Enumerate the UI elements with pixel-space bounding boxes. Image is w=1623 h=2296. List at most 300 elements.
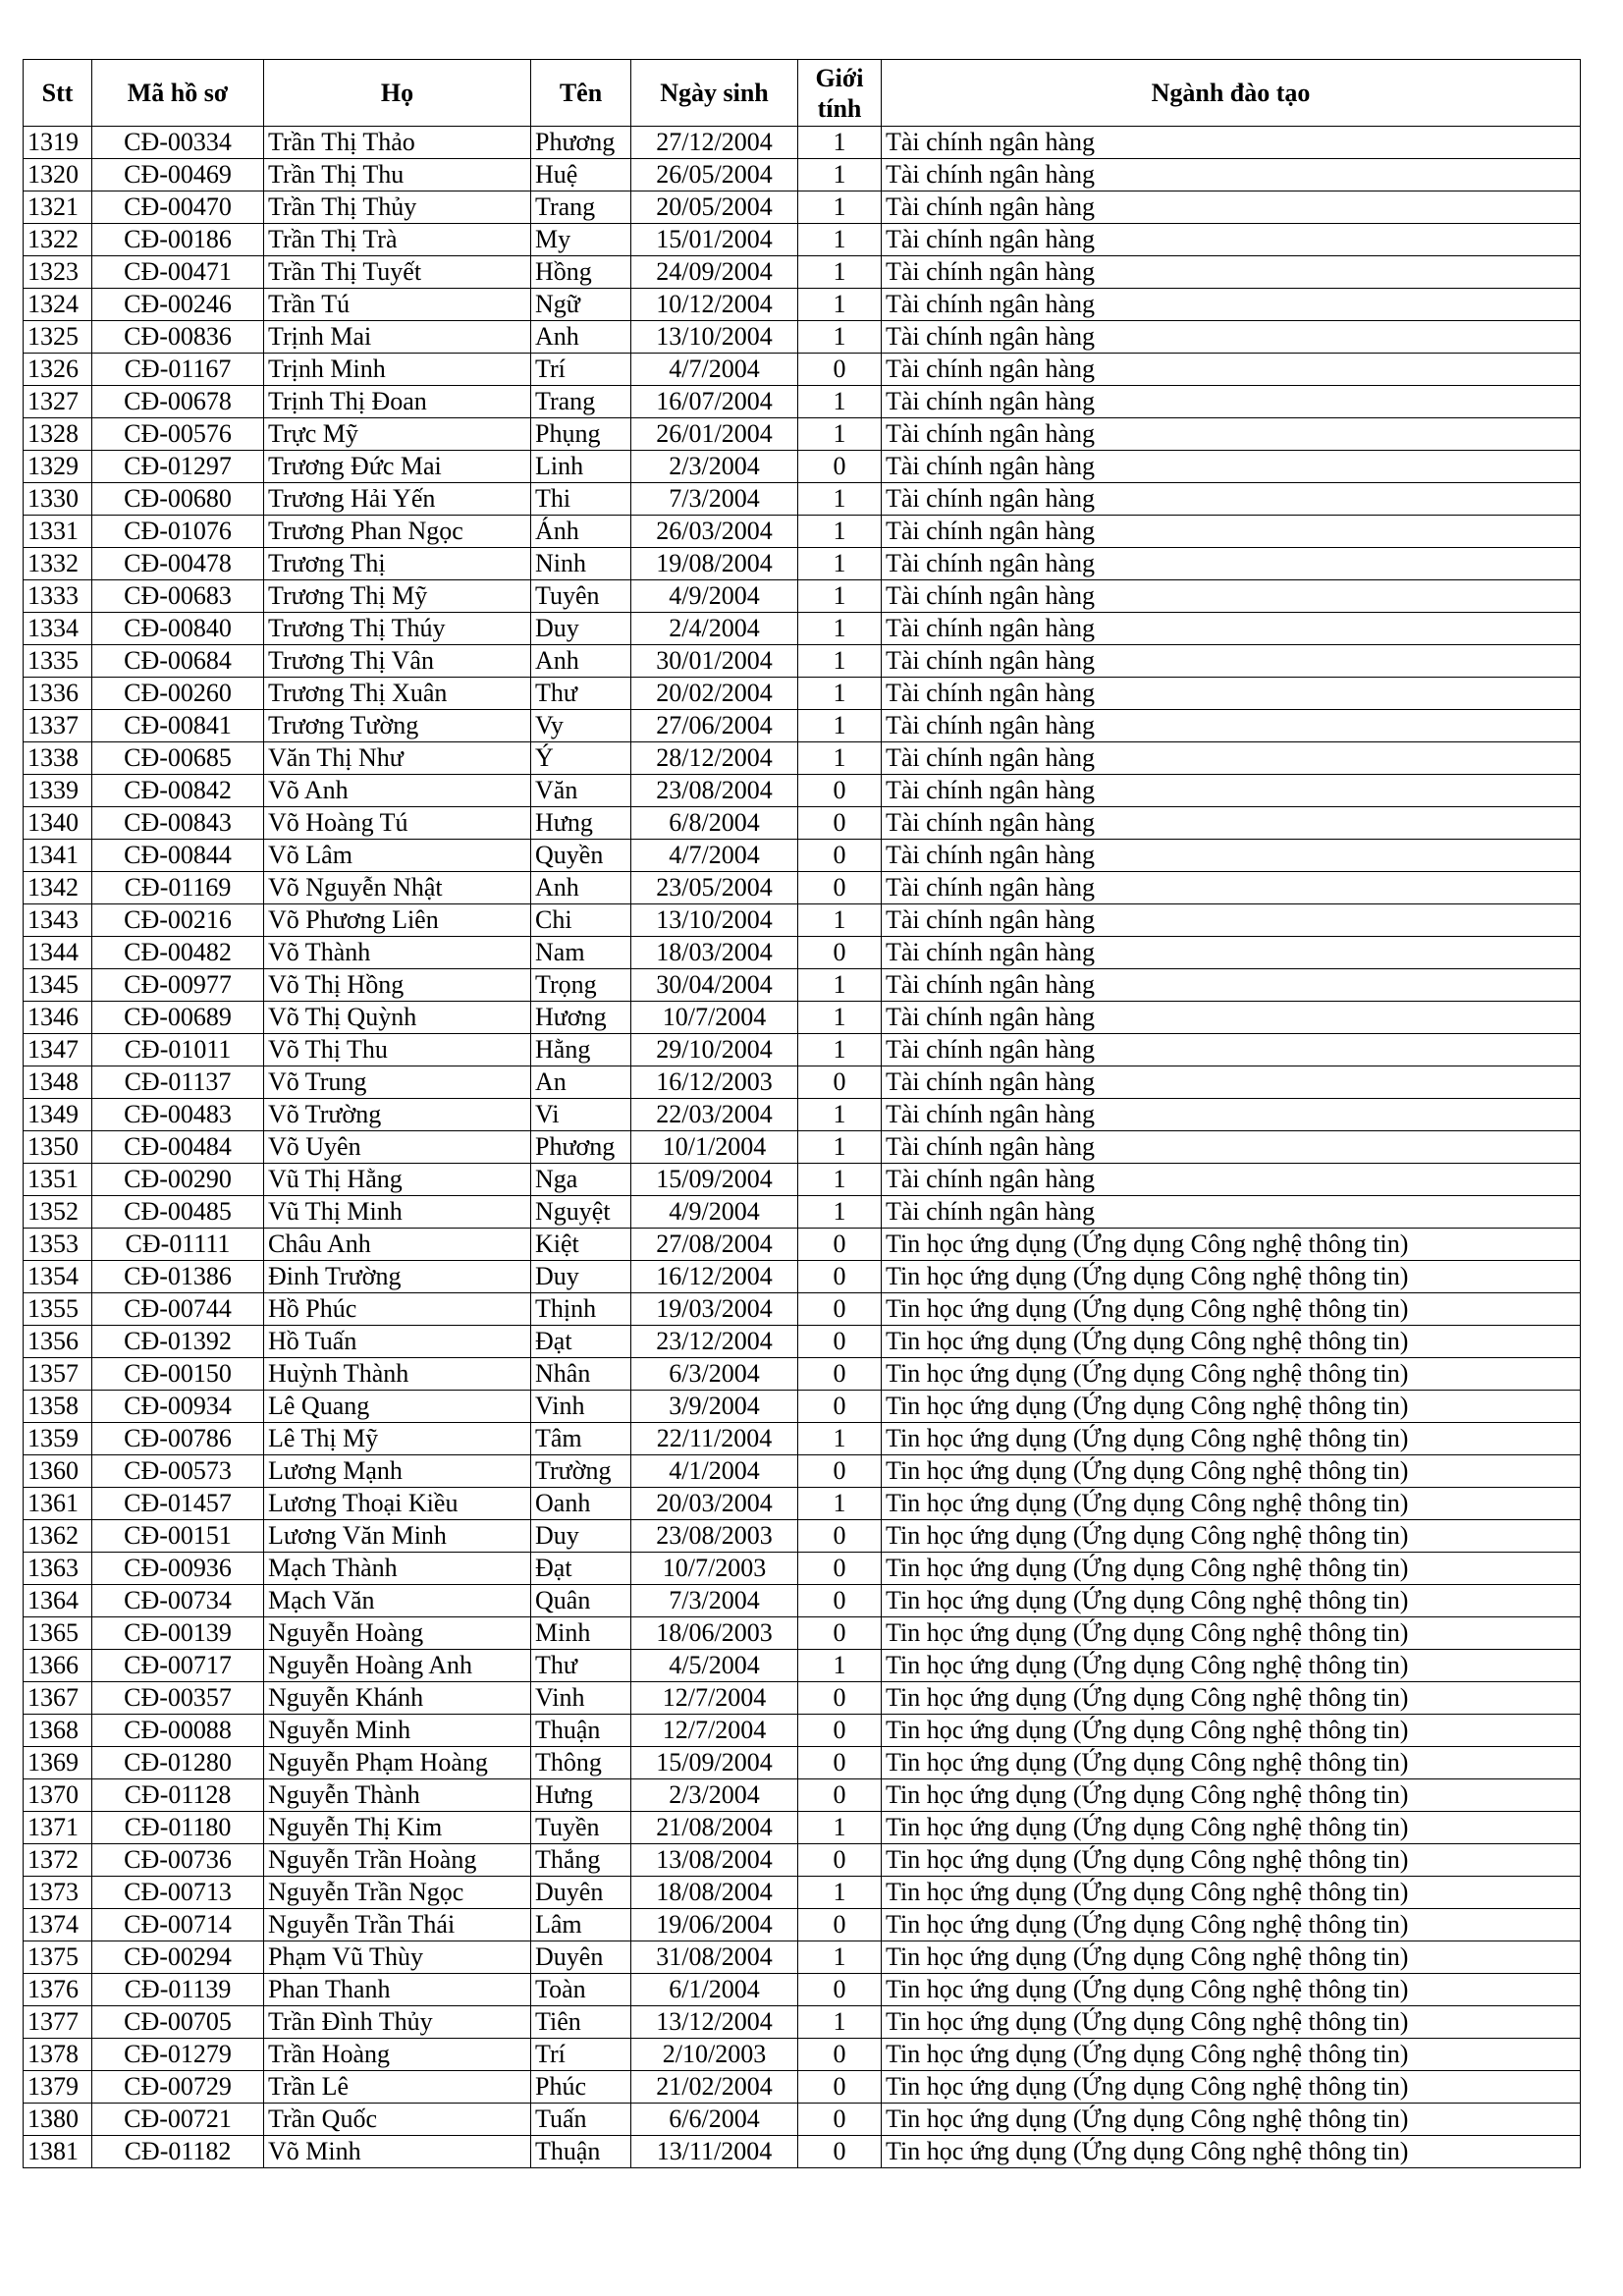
cell-ngay-sinh: 23/12/2004 xyxy=(631,1326,798,1358)
cell-nganh-dao-tao: Tin học ứng dụng (Ứng dụng Công nghệ thông tin) xyxy=(882,2071,1581,2104)
table-row xyxy=(24,386,1581,418)
cell-nganh-dao-tao: Tài chính ngân hàng xyxy=(882,289,1581,321)
cell-stt: 1351 xyxy=(24,1164,92,1196)
cell-ho: Nguyễn Trần Ngọc xyxy=(264,1877,531,1909)
cell-ho: Nguyễn Hoàng xyxy=(264,1617,531,1650)
cell-stt: 1348 xyxy=(24,1066,92,1099)
cell-stt: 1332 xyxy=(24,548,92,580)
cell-ma-ho-so: CĐ-00934 xyxy=(92,1391,264,1423)
cell-stt: 1322 xyxy=(24,224,92,256)
table-row xyxy=(24,289,1581,321)
cell-ho: Trần Thị Thu xyxy=(264,159,531,191)
cell-ten: Vinh xyxy=(531,1391,631,1423)
cell-ma-ho-so: CĐ-00485 xyxy=(92,1196,264,1229)
cell-gioi-tinh: 1 xyxy=(798,969,882,1002)
cell-ho: Vũ Thị Hằng xyxy=(264,1164,531,1196)
cell-stt: 1363 xyxy=(24,1553,92,1585)
cell-gioi-tinh: 0 xyxy=(798,1358,882,1391)
cell-ngay-sinh: 6/3/2004 xyxy=(631,1358,798,1391)
cell-gioi-tinh: 1 xyxy=(798,742,882,775)
cell-ngay-sinh: 4/9/2004 xyxy=(631,580,798,613)
cell-stt: 1320 xyxy=(24,159,92,191)
cell-ngay-sinh: 6/6/2004 xyxy=(631,2104,798,2136)
table-row xyxy=(24,937,1581,969)
cell-stt: 1347 xyxy=(24,1034,92,1066)
cell-stt: 1349 xyxy=(24,1099,92,1131)
table-row xyxy=(24,354,1581,386)
cell-ten: Vinh xyxy=(531,1682,631,1715)
cell-ngay-sinh: 12/7/2004 xyxy=(631,1682,798,1715)
table-row xyxy=(24,580,1581,613)
cell-ngay-sinh: 10/7/2004 xyxy=(631,1002,798,1034)
cell-ma-ho-so: CĐ-00683 xyxy=(92,580,264,613)
table-row xyxy=(24,645,1581,678)
cell-ten: Trang xyxy=(531,191,631,224)
table-row xyxy=(24,613,1581,645)
cell-stt: 1375 xyxy=(24,1941,92,1974)
cell-stt: 1373 xyxy=(24,1877,92,1909)
cell-ho: Mạch Thành xyxy=(264,1553,531,1585)
cell-ten: Hồng xyxy=(531,256,631,289)
cell-gioi-tinh: 0 xyxy=(798,2071,882,2104)
cell-ho: Võ Lâm xyxy=(264,840,531,872)
cell-ngay-sinh: 10/7/2003 xyxy=(631,1553,798,1585)
cell-nganh-dao-tao: Tin học ứng dụng (Ứng dụng Công nghệ thông tin) xyxy=(882,1650,1581,1682)
cell-gioi-tinh: 0 xyxy=(798,1779,882,1812)
cell-ho: Võ Trung xyxy=(264,1066,531,1099)
cell-ten: Vi xyxy=(531,1099,631,1131)
cell-ngay-sinh: 31/08/2004 xyxy=(631,1941,798,1974)
cell-nganh-dao-tao: Tài chính ngân hàng xyxy=(882,483,1581,516)
cell-gioi-tinh: 1 xyxy=(798,1131,882,1164)
cell-stt: 1377 xyxy=(24,2006,92,2039)
cell-stt: 1321 xyxy=(24,191,92,224)
cell-ngay-sinh: 4/7/2004 xyxy=(631,354,798,386)
cell-ten: Thuận xyxy=(531,2136,631,2168)
cell-stt: 1334 xyxy=(24,613,92,645)
cell-ngay-sinh: 28/12/2004 xyxy=(631,742,798,775)
cell-ma-ho-so: CĐ-01128 xyxy=(92,1779,264,1812)
cell-stt: 1370 xyxy=(24,1779,92,1812)
cell-ten: Toàn xyxy=(531,1974,631,2006)
cell-nganh-dao-tao: Tin học ứng dụng (Ứng dụng Công nghệ thông tin) xyxy=(882,1682,1581,1715)
cell-gioi-tinh: 0 xyxy=(798,1909,882,1941)
cell-ngay-sinh: 10/1/2004 xyxy=(631,1131,798,1164)
cell-gioi-tinh: 1 xyxy=(798,191,882,224)
cell-ngay-sinh: 18/03/2004 xyxy=(631,937,798,969)
cell-ngay-sinh: 2/3/2004 xyxy=(631,1779,798,1812)
cell-ten: Huệ xyxy=(531,159,631,191)
cell-ten: Ngữ xyxy=(531,289,631,321)
cell-gioi-tinh: 1 xyxy=(798,224,882,256)
cell-ma-ho-so: CĐ-00088 xyxy=(92,1715,264,1747)
table-row xyxy=(24,548,1581,580)
cell-ten: Thắng xyxy=(531,1844,631,1877)
cell-gioi-tinh: 0 xyxy=(798,1553,882,1585)
cell-ngay-sinh: 13/12/2004 xyxy=(631,2006,798,2039)
cell-ho: Vũ Thị Minh xyxy=(264,1196,531,1229)
cell-ho: Mạch Văn xyxy=(264,1585,531,1617)
cell-ten: Quyền xyxy=(531,840,631,872)
cell-ho: Trần Quốc xyxy=(264,2104,531,2136)
cell-ngay-sinh: 27/06/2004 xyxy=(631,710,798,742)
cell-ma-ho-so: CĐ-01392 xyxy=(92,1326,264,1358)
table-row xyxy=(24,1520,1581,1553)
cell-stt: 1352 xyxy=(24,1196,92,1229)
table-row xyxy=(24,1909,1581,1941)
cell-ho: Trần Hoàng xyxy=(264,2039,531,2071)
cell-ten: Hưng xyxy=(531,1779,631,1812)
cell-stt: 1379 xyxy=(24,2071,92,2104)
cell-ho: Võ Trường xyxy=(264,1099,531,1131)
cell-ma-ho-so: CĐ-01457 xyxy=(92,1488,264,1520)
cell-ngay-sinh: 13/08/2004 xyxy=(631,1844,798,1877)
table-row xyxy=(24,2039,1581,2071)
cell-ten: Trọng xyxy=(531,969,631,1002)
table-row xyxy=(24,1617,1581,1650)
cell-ngay-sinh: 2/10/2003 xyxy=(631,2039,798,2071)
cell-nganh-dao-tao: Tin học ứng dụng (Ứng dụng Công nghệ thông tin) xyxy=(882,1877,1581,1909)
cell-stt: 1372 xyxy=(24,1844,92,1877)
cell-stt: 1331 xyxy=(24,516,92,548)
table-body xyxy=(24,127,1581,2168)
cell-nganh-dao-tao: Tài chính ngân hàng xyxy=(882,969,1581,1002)
cell-ten: Trí xyxy=(531,354,631,386)
cell-stt: 1369 xyxy=(24,1747,92,1779)
cell-gioi-tinh: 1 xyxy=(798,127,882,159)
cell-gioi-tinh: 1 xyxy=(798,256,882,289)
cell-nganh-dao-tao: Tin học ứng dụng (Ứng dụng Công nghệ thông tin) xyxy=(882,2006,1581,2039)
cell-ngay-sinh: 3/9/2004 xyxy=(631,1391,798,1423)
cell-ma-ho-so: CĐ-00842 xyxy=(92,775,264,807)
cell-gioi-tinh: 1 xyxy=(798,1164,882,1196)
cell-ho: Võ Minh xyxy=(264,2136,531,2168)
cell-ma-ho-so: CĐ-00482 xyxy=(92,937,264,969)
cell-ho: Nguyễn Hoàng Anh xyxy=(264,1650,531,1682)
cell-nganh-dao-tao: Tin học ứng dụng (Ứng dụng Công nghệ thông tin) xyxy=(882,1488,1581,1520)
cell-nganh-dao-tao: Tin học ứng dụng (Ứng dụng Công nghệ thông tin) xyxy=(882,1423,1581,1455)
header-ma-ho-so: Mã hồ sơ xyxy=(92,60,264,127)
cell-ngay-sinh: 22/11/2004 xyxy=(631,1423,798,1455)
table-row xyxy=(24,1682,1581,1715)
table-row xyxy=(24,1585,1581,1617)
cell-ngay-sinh: 6/8/2004 xyxy=(631,807,798,840)
cell-ho: Văn Thị Như xyxy=(264,742,531,775)
cell-gioi-tinh: 1 xyxy=(798,159,882,191)
cell-ngay-sinh: 19/06/2004 xyxy=(631,1909,798,1941)
cell-ten: Ninh xyxy=(531,548,631,580)
table-row xyxy=(24,321,1581,354)
cell-gioi-tinh: 1 xyxy=(798,483,882,516)
cell-ngay-sinh: 21/02/2004 xyxy=(631,2071,798,2104)
cell-nganh-dao-tao: Tài chính ngân hàng xyxy=(882,904,1581,937)
cell-nganh-dao-tao: Tài chính ngân hàng xyxy=(882,516,1581,548)
cell-nganh-dao-tao: Tài chính ngân hàng xyxy=(882,775,1581,807)
cell-ho: Trần Đình Thủy xyxy=(264,2006,531,2039)
cell-stt: 1327 xyxy=(24,386,92,418)
cell-stt: 1371 xyxy=(24,1812,92,1844)
table-row xyxy=(24,1812,1581,1844)
cell-nganh-dao-tao: Tài chính ngân hàng xyxy=(882,678,1581,710)
cell-ma-ho-so: CĐ-00705 xyxy=(92,2006,264,2039)
table-row xyxy=(24,775,1581,807)
cell-gioi-tinh: 0 xyxy=(798,1455,882,1488)
cell-nganh-dao-tao: Tài chính ngân hàng xyxy=(882,742,1581,775)
cell-ma-ho-so: CĐ-00836 xyxy=(92,321,264,354)
cell-gioi-tinh: 1 xyxy=(798,1002,882,1034)
table-row xyxy=(24,127,1581,159)
cell-nganh-dao-tao: Tài chính ngân hàng xyxy=(882,191,1581,224)
table-row xyxy=(24,1488,1581,1520)
cell-stt: 1344 xyxy=(24,937,92,969)
cell-gioi-tinh: 1 xyxy=(798,1877,882,1909)
cell-ma-ho-so: CĐ-00260 xyxy=(92,678,264,710)
cell-gioi-tinh: 1 xyxy=(798,321,882,354)
cell-gioi-tinh: 0 xyxy=(798,1974,882,2006)
cell-ma-ho-so: CĐ-00246 xyxy=(92,289,264,321)
cell-stt: 1319 xyxy=(24,127,92,159)
cell-ma-ho-so: CĐ-00744 xyxy=(92,1293,264,1326)
table-row xyxy=(24,451,1581,483)
cell-ma-ho-so: CĐ-00151 xyxy=(92,1520,264,1553)
cell-gioi-tinh: 1 xyxy=(798,1812,882,1844)
cell-stt: 1378 xyxy=(24,2039,92,2071)
cell-stt: 1333 xyxy=(24,580,92,613)
cell-stt: 1323 xyxy=(24,256,92,289)
cell-ma-ho-so: CĐ-00736 xyxy=(92,1844,264,1877)
cell-ho: Võ Anh xyxy=(264,775,531,807)
cell-ma-ho-so: CĐ-00713 xyxy=(92,1877,264,1909)
cell-ho: Trương Thị Thúy xyxy=(264,613,531,645)
cell-nganh-dao-tao: Tài chính ngân hàng xyxy=(882,224,1581,256)
cell-ho: Trương Thị xyxy=(264,548,531,580)
cell-ma-ho-so: CĐ-01169 xyxy=(92,872,264,904)
cell-stt: 1340 xyxy=(24,807,92,840)
cell-ho: Trịnh Thị Đoan xyxy=(264,386,531,418)
cell-ho: Lê Quang xyxy=(264,1391,531,1423)
cell-gioi-tinh: 0 xyxy=(798,1844,882,1877)
cell-stt: 1367 xyxy=(24,1682,92,1715)
cell-ten: Tâm xyxy=(531,1423,631,1455)
cell-ngay-sinh: 15/01/2004 xyxy=(631,224,798,256)
cell-nganh-dao-tao: Tin học ứng dụng (Ứng dụng Công nghệ thông tin) xyxy=(882,1391,1581,1423)
cell-stt: 1356 xyxy=(24,1326,92,1358)
cell-stt: 1330 xyxy=(24,483,92,516)
cell-ngay-sinh: 20/05/2004 xyxy=(631,191,798,224)
cell-ngay-sinh: 21/08/2004 xyxy=(631,1812,798,1844)
cell-nganh-dao-tao: Tài chính ngân hàng xyxy=(882,354,1581,386)
cell-ma-ho-so: CĐ-01011 xyxy=(92,1034,264,1066)
cell-nganh-dao-tao: Tài chính ngân hàng xyxy=(882,418,1581,451)
table-row xyxy=(24,1261,1581,1293)
cell-ten: Đạt xyxy=(531,1326,631,1358)
cell-ngay-sinh: 16/12/2004 xyxy=(631,1261,798,1293)
cell-ten: Quân xyxy=(531,1585,631,1617)
cell-stt: 1358 xyxy=(24,1391,92,1423)
cell-stt: 1324 xyxy=(24,289,92,321)
header-stt: Stt xyxy=(24,60,92,127)
cell-ten: Thuận xyxy=(531,1715,631,1747)
table-row xyxy=(24,1715,1581,1747)
cell-ma-ho-so: CĐ-00680 xyxy=(92,483,264,516)
cell-stt: 1325 xyxy=(24,321,92,354)
cell-ho: Trần Thị Trà xyxy=(264,224,531,256)
cell-ma-ho-so: CĐ-00357 xyxy=(92,1682,264,1715)
cell-nganh-dao-tao: Tài chính ngân hàng xyxy=(882,321,1581,354)
cell-nganh-dao-tao: Tài chính ngân hàng xyxy=(882,1034,1581,1066)
cell-ngay-sinh: 23/08/2004 xyxy=(631,775,798,807)
cell-ma-ho-so: CĐ-01167 xyxy=(92,354,264,386)
cell-ma-ho-so: CĐ-00714 xyxy=(92,1909,264,1941)
cell-nganh-dao-tao: Tin học ứng dụng (Ứng dụng Công nghệ thông tin) xyxy=(882,1779,1581,1812)
cell-gioi-tinh: 0 xyxy=(798,1391,882,1423)
cell-ten: Tuyền xyxy=(531,1812,631,1844)
cell-nganh-dao-tao: Tài chính ngân hàng xyxy=(882,1131,1581,1164)
table-row xyxy=(24,1455,1581,1488)
cell-gioi-tinh: 1 xyxy=(798,1650,882,1682)
cell-nganh-dao-tao: Tin học ứng dụng (Ứng dụng Công nghệ thông tin) xyxy=(882,2136,1581,2168)
cell-stt: 1381 xyxy=(24,2136,92,2168)
cell-nganh-dao-tao: Tài chính ngân hàng xyxy=(882,872,1581,904)
cell-ho: Trương Tường xyxy=(264,710,531,742)
cell-ten: Anh xyxy=(531,872,631,904)
cell-ngay-sinh: 18/06/2003 xyxy=(631,1617,798,1650)
cell-ma-ho-so: CĐ-00685 xyxy=(92,742,264,775)
cell-ngay-sinh: 7/3/2004 xyxy=(631,483,798,516)
cell-ten: Trường xyxy=(531,1455,631,1488)
cell-ten: My xyxy=(531,224,631,256)
cell-nganh-dao-tao: Tin học ứng dụng (Ứng dụng Công nghệ thông tin) xyxy=(882,1747,1581,1779)
table-row xyxy=(24,840,1581,872)
cell-ten: Ý xyxy=(531,742,631,775)
cell-ngay-sinh: 15/09/2004 xyxy=(631,1164,798,1196)
cell-ho: Phạm Vũ Thùy xyxy=(264,1941,531,1974)
table-row xyxy=(24,1293,1581,1326)
cell-gioi-tinh: 0 xyxy=(798,1747,882,1779)
cell-ngay-sinh: 30/01/2004 xyxy=(631,645,798,678)
cell-stt: 1355 xyxy=(24,1293,92,1326)
cell-ho: Nguyễn Trần Thái xyxy=(264,1909,531,1941)
table-row xyxy=(24,710,1581,742)
cell-stt: 1335 xyxy=(24,645,92,678)
cell-ho: Trương Thị Xuân xyxy=(264,678,531,710)
cell-ho: Nguyễn Minh xyxy=(264,1715,531,1747)
cell-ngay-sinh: 20/03/2004 xyxy=(631,1488,798,1520)
table-row xyxy=(24,742,1581,775)
cell-gioi-tinh: 0 xyxy=(798,1066,882,1099)
cell-stt: 1328 xyxy=(24,418,92,451)
cell-ten: Thịnh xyxy=(531,1293,631,1326)
cell-ngay-sinh: 10/12/2004 xyxy=(631,289,798,321)
cell-ho: Trần Thị Thủy xyxy=(264,191,531,224)
cell-ngay-sinh: 6/1/2004 xyxy=(631,1974,798,2006)
cell-nganh-dao-tao: Tin học ứng dụng (Ứng dụng Công nghệ thông tin) xyxy=(882,1844,1581,1877)
cell-ho: Nguyễn Khánh xyxy=(264,1682,531,1715)
cell-stt: 1338 xyxy=(24,742,92,775)
cell-ma-ho-so: CĐ-00216 xyxy=(92,904,264,937)
cell-gioi-tinh: 1 xyxy=(798,678,882,710)
table-row xyxy=(24,224,1581,256)
cell-ma-ho-so: CĐ-00186 xyxy=(92,224,264,256)
cell-gioi-tinh: 0 xyxy=(798,840,882,872)
cell-gioi-tinh: 1 xyxy=(798,516,882,548)
header-gioi-tinh: Giới tính xyxy=(798,60,882,127)
header-row xyxy=(24,60,1581,127)
cell-ho: Lương Thoại Kiều xyxy=(264,1488,531,1520)
cell-ngay-sinh: 16/12/2003 xyxy=(631,1066,798,1099)
cell-nganh-dao-tao: Tin học ứng dụng (Ứng dụng Công nghệ thông tin) xyxy=(882,1941,1581,1974)
cell-ten: Thư xyxy=(531,1650,631,1682)
cell-ten: Tuấn xyxy=(531,2104,631,2136)
cell-nganh-dao-tao: Tin học ứng dụng (Ứng dụng Công nghệ thông tin) xyxy=(882,1974,1581,2006)
cell-stt: 1362 xyxy=(24,1520,92,1553)
cell-ho: Võ Uyên xyxy=(264,1131,531,1164)
cell-nganh-dao-tao: Tin học ứng dụng (Ứng dụng Công nghệ thông tin) xyxy=(882,1261,1581,1293)
cell-nganh-dao-tao: Tài chính ngân hàng xyxy=(882,613,1581,645)
cell-ho: Hồ Phúc xyxy=(264,1293,531,1326)
cell-ngay-sinh: 4/1/2004 xyxy=(631,1455,798,1488)
cell-ten: Duyên xyxy=(531,1877,631,1909)
cell-nganh-dao-tao: Tài chính ngân hàng xyxy=(882,1164,1581,1196)
cell-stt: 1374 xyxy=(24,1909,92,1941)
cell-nganh-dao-tao: Tài chính ngân hàng xyxy=(882,1196,1581,1229)
cell-ho: Nguyễn Phạm Hoàng xyxy=(264,1747,531,1779)
table-row xyxy=(24,418,1581,451)
cell-ten: Phương xyxy=(531,1131,631,1164)
cell-ngay-sinh: 26/03/2004 xyxy=(631,516,798,548)
cell-ma-ho-so: CĐ-01076 xyxy=(92,516,264,548)
cell-ma-ho-so: CĐ-00483 xyxy=(92,1099,264,1131)
table-row xyxy=(24,969,1581,1002)
cell-stt: 1336 xyxy=(24,678,92,710)
table-row xyxy=(24,1391,1581,1423)
cell-ngay-sinh: 23/08/2003 xyxy=(631,1520,798,1553)
cell-ma-ho-so: CĐ-00139 xyxy=(92,1617,264,1650)
table-row xyxy=(24,1358,1581,1391)
table-row xyxy=(24,1877,1581,1909)
cell-ten: Phúc xyxy=(531,2071,631,2104)
cell-ten: Văn xyxy=(531,775,631,807)
table-row xyxy=(24,2136,1581,2168)
table-row xyxy=(24,1747,1581,1779)
cell-stt: 1341 xyxy=(24,840,92,872)
cell-ho: Trương Hải Yến xyxy=(264,483,531,516)
cell-ten: Hương xyxy=(531,1002,631,1034)
cell-ho: Trần Thị Tuyết xyxy=(264,256,531,289)
table-row xyxy=(24,2071,1581,2104)
cell-ma-ho-so: CĐ-00471 xyxy=(92,256,264,289)
cell-ma-ho-so: CĐ-00689 xyxy=(92,1002,264,1034)
cell-ma-ho-so: CĐ-00576 xyxy=(92,418,264,451)
cell-ho: Đinh Trường xyxy=(264,1261,531,1293)
table-row xyxy=(24,1553,1581,1585)
cell-ma-ho-so: CĐ-00478 xyxy=(92,548,264,580)
cell-ngay-sinh: 4/7/2004 xyxy=(631,840,798,872)
cell-stt: 1365 xyxy=(24,1617,92,1650)
cell-nganh-dao-tao: Tài chính ngân hàng xyxy=(882,937,1581,969)
cell-ho: Trần Tú xyxy=(264,289,531,321)
cell-gioi-tinh: 0 xyxy=(798,872,882,904)
cell-ten: Minh xyxy=(531,1617,631,1650)
cell-ma-ho-so: CĐ-00678 xyxy=(92,386,264,418)
cell-ho: Võ Thị Hồng xyxy=(264,969,531,1002)
cell-gioi-tinh: 0 xyxy=(798,1585,882,1617)
cell-stt: 1361 xyxy=(24,1488,92,1520)
cell-ten: Linh xyxy=(531,451,631,483)
cell-ho: Trương Thị Mỹ xyxy=(264,580,531,613)
cell-ten: An xyxy=(531,1066,631,1099)
cell-stt: 1354 xyxy=(24,1261,92,1293)
